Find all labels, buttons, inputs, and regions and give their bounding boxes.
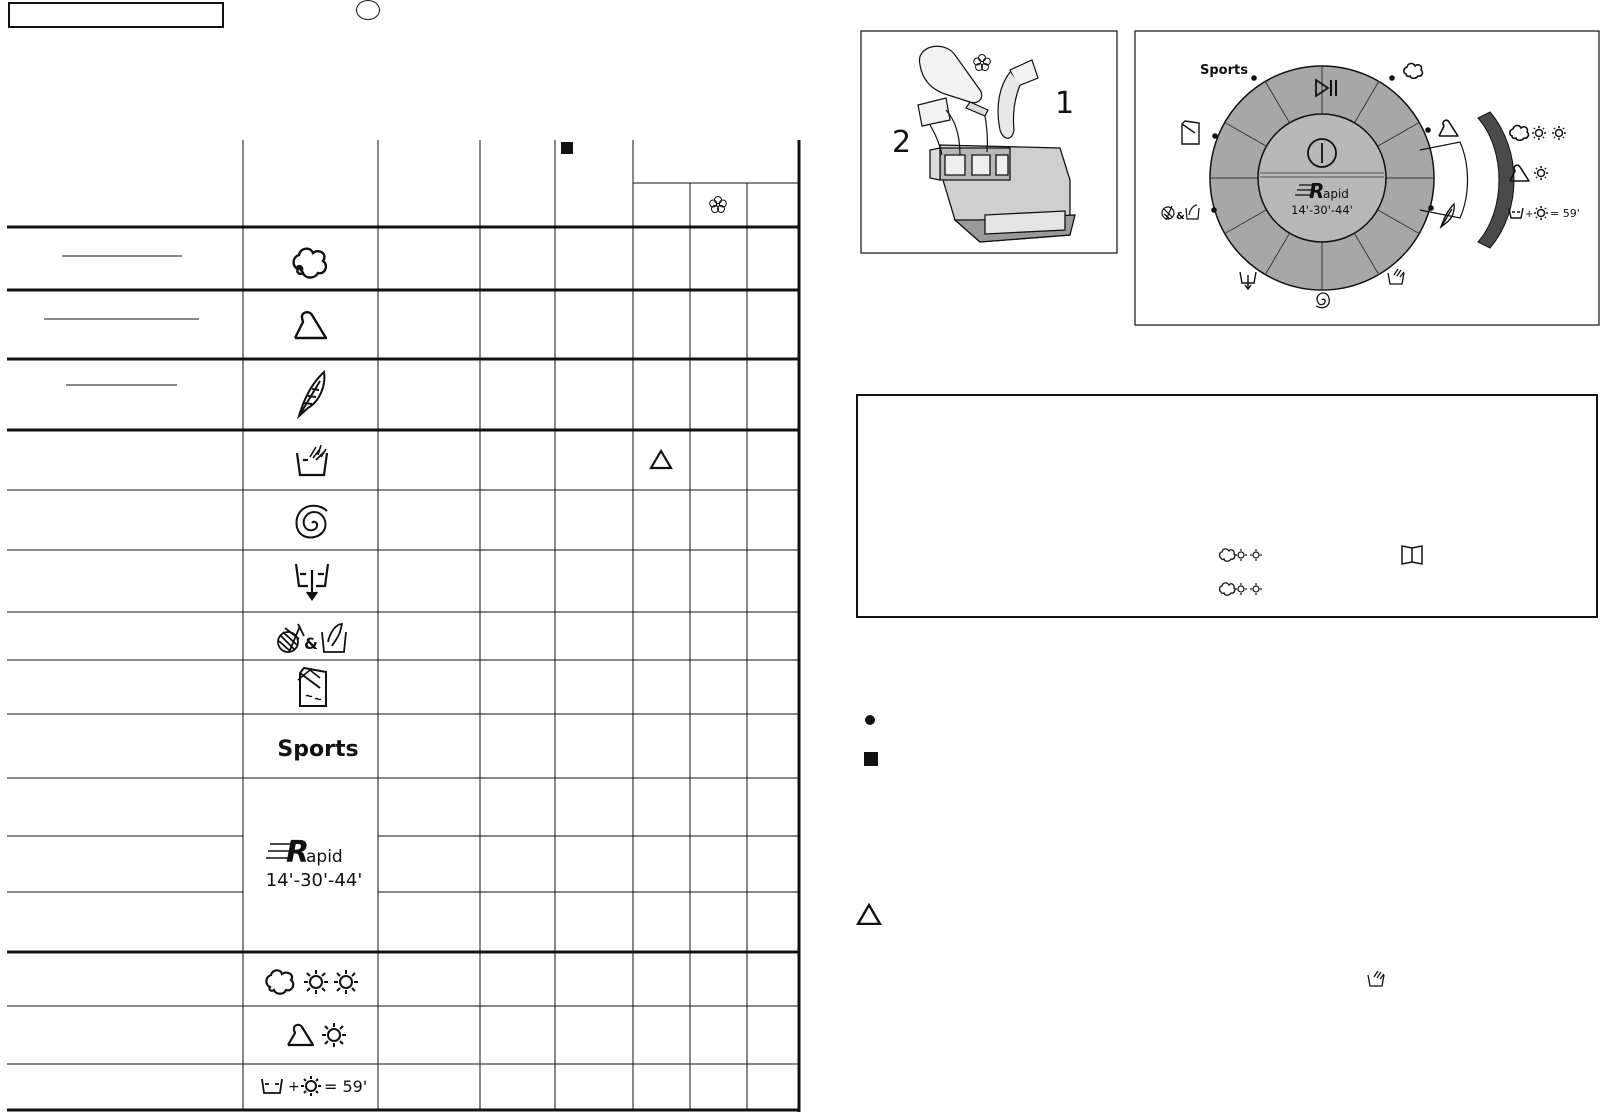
rinse-small-icon [1362, 964, 1392, 994]
manual-book-icon [1402, 546, 1422, 564]
sun-icon [322, 1023, 346, 1047]
programme-selector-knob[interactable] [1210, 66, 1434, 290]
dial-dot [1428, 205, 1434, 211]
square-marker-icon [864, 752, 878, 766]
compartment-label-1: 1 [1055, 86, 1075, 121]
cotton-dry-icon [266, 970, 293, 993]
svg-text:&: & [1176, 211, 1185, 222]
mixed-fabrics-icon [298, 668, 326, 706]
plus-sign: + [288, 1079, 300, 1095]
detergent-dispenser-illustration [860, 30, 1120, 255]
svg-text:R: R [1309, 179, 1325, 203]
sports-table-label: Sports [277, 737, 359, 762]
sun-icon [334, 970, 358, 994]
sun-icon [301, 1076, 321, 1096]
square-marker-icon [561, 142, 573, 154]
legend-markers [855, 705, 895, 925]
synthetics-icon [295, 312, 326, 338]
rapid-table-icon [266, 835, 343, 870]
dial-dot [1389, 75, 1395, 81]
cotton-icon [294, 249, 326, 278]
drain-icon [296, 564, 328, 599]
notice-icons [1210, 540, 1440, 610]
spin-icon [296, 506, 327, 538]
rapid-times-dial: 14'-30'-44' [1291, 203, 1353, 217]
dial-dot [1425, 127, 1431, 133]
quick-time-table: = 59' [324, 1077, 368, 1096]
dial-dot [1211, 207, 1217, 213]
wash-tub-icon [262, 1079, 282, 1093]
sports-dial-label: Sports [1200, 63, 1248, 78]
svg-text:&: & [304, 634, 318, 653]
synthetics-dry-icon [288, 1025, 313, 1045]
cotton-dry-icon [1220, 549, 1262, 561]
rapid-apid-text: apid [306, 847, 343, 867]
dial-dot [1212, 133, 1218, 139]
rapid-times-table: 14'-30'-44' [265, 870, 363, 891]
softener-flower-icon [710, 197, 727, 213]
warning-triangle-icon [858, 905, 880, 924]
svg-text:+: + [1525, 209, 1534, 220]
rinse-icon [297, 445, 327, 475]
warning-triangle-icon [651, 451, 671, 468]
svg-text:apid: apid [1323, 187, 1349, 201]
sun-icon [304, 970, 328, 994]
cotton-dry-icon [1220, 583, 1262, 595]
dial-dot [1251, 75, 1257, 81]
programme-dial-panel [1134, 30, 1600, 326]
quick-time-dial: = 59' [1550, 207, 1580, 220]
bullet-dot-icon [865, 715, 875, 725]
wool-handwash-icon [278, 624, 346, 653]
rapid-r-letter: R [286, 835, 310, 870]
compartment-label-2: 2 [892, 125, 912, 160]
delicates-feather-icon [299, 372, 324, 416]
